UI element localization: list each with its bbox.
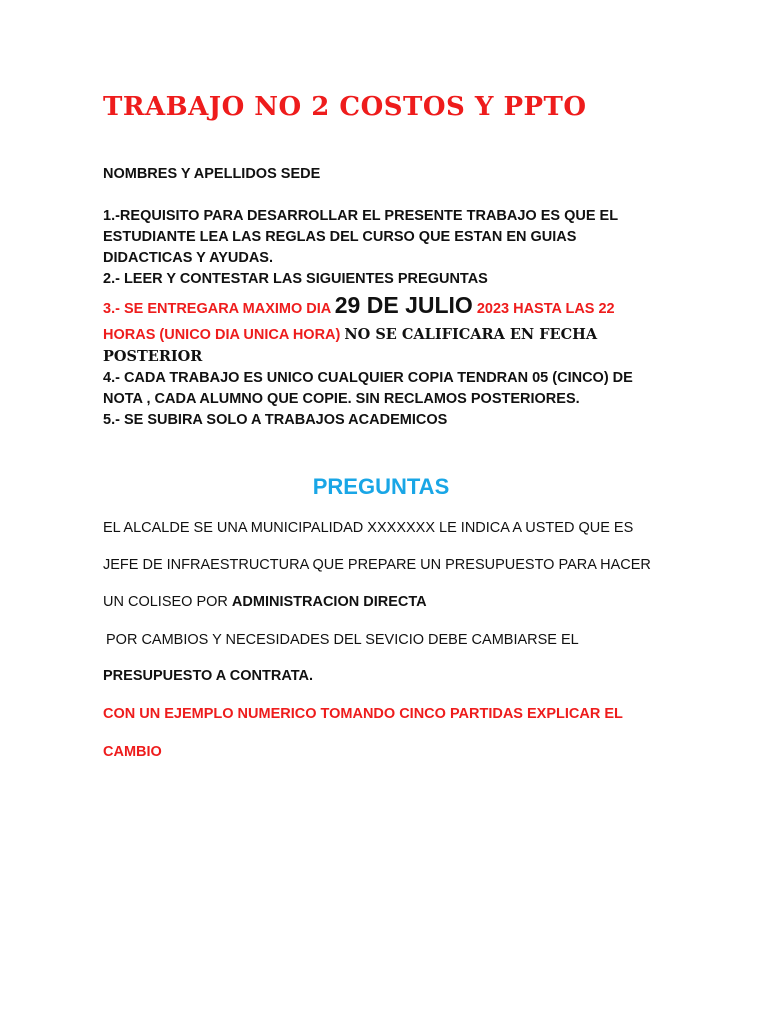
rule-3-end	[103, 346, 663, 368]
document-title: TRABAJO NO 2 COSTOS Y PPTO	[103, 92, 587, 122]
rule-3-hours: HORAS (UNICO DIA UNICA HORA)	[103, 327, 345, 343]
rule-4: 4.- CADA TRABAJO ES UNICO CUALQUIER COPIA TENDRAN 05 (CINCO) DE NOTA , CADA ALUMNO QUE COPIE. SIN RECLAMOS POSTERIORES.	[103, 370, 633, 407]
question-line-4: POR CAMBIOS Y NECESIDADES DEL SEVICIO DEBE CAMBIARSE EL	[106, 632, 579, 648]
rule-3-warning: NO SE CALIFICARA EN FECHA	[344, 326, 598, 343]
question-line-6: CON UN EJEMPLO NUMERICO TOMANDO CINCO PARTIDAS EXPLICAR EL	[103, 706, 623, 722]
question-line-7: CAMBIO	[103, 744, 162, 760]
question-line-3-bold: ADMINISTRACION DIRECTA	[231, 594, 427, 610]
rule-3-continued	[103, 324, 663, 346]
rule-3	[103, 290, 663, 324]
question-line-2: JEFE DE INFRAESTRUCTURA QUE PREPARE UN PRESUPUESTO PARA HACER	[103, 557, 651, 573]
question-line-5: PRESUPUESTO A CONTRATA.	[103, 668, 313, 684]
question-line-3	[103, 594, 683, 610]
rule-5: 5.- SE SUBIRA SOLO A TRABAJOS ACADEMICOS	[103, 412, 448, 428]
rule-3-date: 29 DE JULIO	[334, 292, 473, 318]
rule-3-posterior: POSTERIOR	[103, 348, 203, 365]
questions-heading: PREGUNTAS	[312, 474, 450, 499]
question-line-3-text: UN COLISEO POR	[103, 594, 232, 610]
rule-3-time: 2023 HASTA LAS 22	[472, 301, 615, 317]
rule-3-text: 3.- SE ENTREGARA MAXIMO DIA	[103, 301, 335, 317]
question-line-1: EL ALCALDE SE UNA MUNICIPALIDAD XXXXXXX LE INDICA A USTED QUE ES	[103, 520, 634, 536]
rule-1: 1.-REQUISITO PARA DESARROLLAR EL PRESENTE TRABAJO ES QUE EL ESTUDIANTE LEA LAS REGLAS DEL CURSO QUE ESTAN EN GUIAS DIDACTICAS Y AYUDAS.	[103, 208, 618, 266]
rule-2: 2.- LEER Y CONTESTAR LAS SIGUIENTES PREGUNTAS	[103, 271, 488, 287]
names-line: NOMBRES Y APELLIDOS SEDE	[103, 166, 321, 182]
rules-list	[103, 206, 663, 431]
